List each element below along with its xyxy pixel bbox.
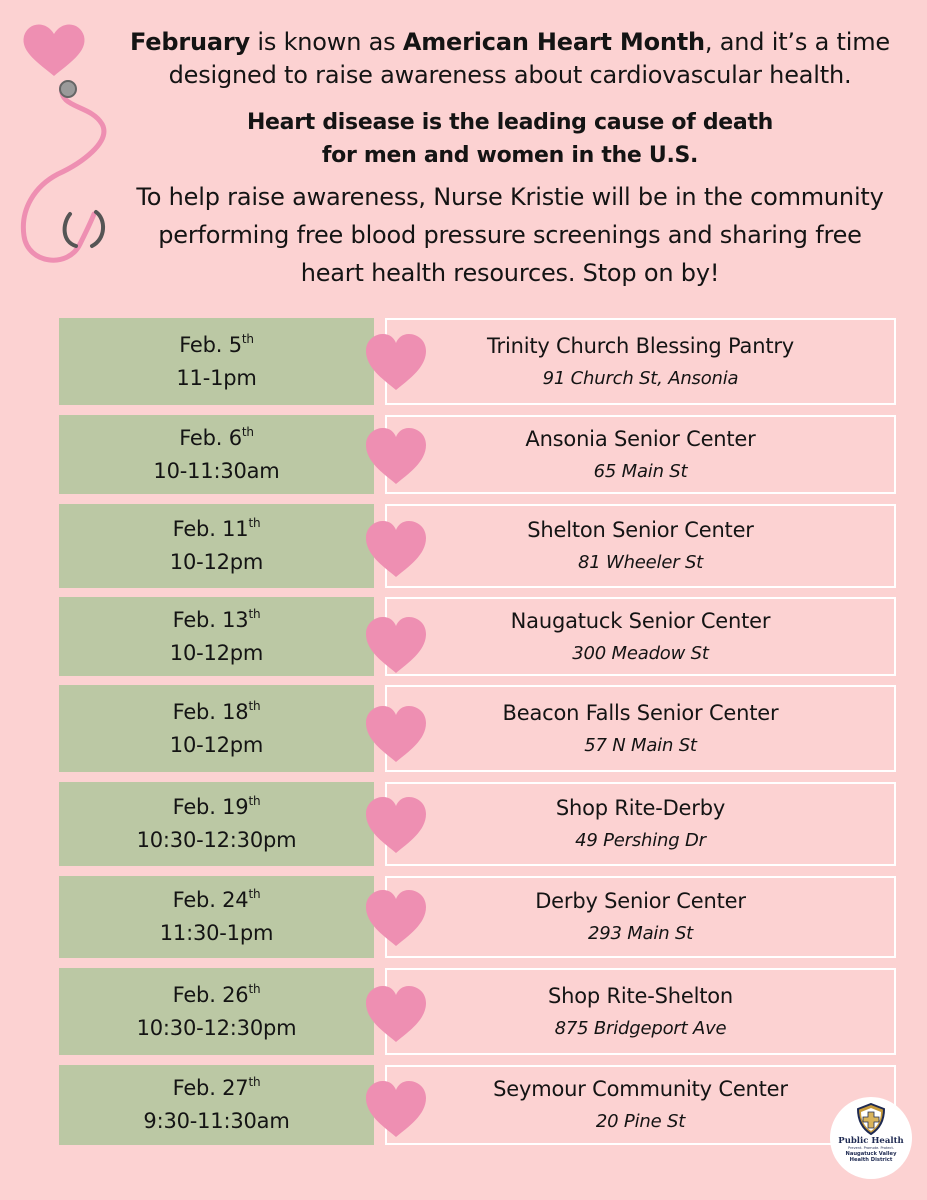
intro-text: February is known as American Heart Month, and it’s a time designed to raise awareness about cardiovascular health. (130, 28, 890, 89)
event-address: 57 N Main St (584, 734, 697, 756)
event-address: 65 Main St (593, 460, 688, 482)
event-row (59, 968, 896, 1055)
event-address: 293 Main St (587, 923, 694, 944)
event-time: 10-12pm (169, 550, 264, 574)
date-box (59, 318, 374, 405)
heart-icon (364, 334, 428, 392)
location-box (385, 685, 896, 772)
heart-icon (364, 890, 428, 948)
event-time: 10-12pm (169, 640, 264, 665)
event-row (59, 504, 896, 588)
heart-icon (364, 617, 428, 675)
heart-icon (364, 986, 428, 1044)
event-venue: Ansonia Senior Center (525, 426, 756, 451)
logo-subtitle: Naugatuck Valley Health District (845, 1151, 897, 1164)
event-address: 20 Pine St (595, 1111, 686, 1132)
logo-title: Public Health (838, 1136, 904, 1146)
public-health-shield-icon (855, 1103, 887, 1135)
event-row (59, 597, 896, 676)
heart-icon (364, 1081, 428, 1139)
date-box (59, 1065, 374, 1145)
date-box (59, 968, 374, 1055)
date-box (59, 415, 374, 494)
event-date: Feb. 26th (172, 981, 261, 1007)
event-venue: Beacon Falls Senior Center (502, 700, 779, 725)
event-date: Feb. 6th (179, 424, 254, 450)
event-address: 91 Church St, Ansonia (542, 367, 739, 389)
event-row (59, 782, 896, 866)
heart-icon (364, 521, 428, 579)
event-row (59, 1065, 896, 1145)
location-box (385, 318, 896, 405)
event-venue: Trinity Church Blessing Pantry (486, 333, 795, 358)
heart-icon (364, 797, 428, 855)
location-box (385, 1065, 896, 1145)
event-date: Feb. 27th (172, 1075, 261, 1100)
event-row (59, 415, 896, 494)
event-date: Feb. 18th (172, 698, 261, 724)
location-box (385, 504, 896, 588)
date-box (59, 504, 374, 588)
location-box (385, 876, 896, 958)
event-date: Feb. 11th (172, 516, 261, 541)
event-time: 10-11:30am (153, 458, 280, 483)
heart-icon (364, 428, 428, 486)
event-address: 49 Pershing Dr (575, 830, 706, 851)
event-address: 875 Bridgeport Ave (554, 1017, 727, 1039)
date-box (59, 597, 374, 676)
event-row (59, 685, 896, 772)
location-box (385, 597, 896, 676)
location-box (385, 782, 896, 866)
logo-tagline: Prevent. Promote. Protect. (848, 1146, 894, 1150)
date-box (59, 876, 374, 958)
event-venue: Shelton Senior Center (527, 518, 754, 542)
event-row (59, 318, 896, 405)
event-date: Feb. 13th (172, 606, 261, 632)
date-box (59, 685, 374, 772)
headline-line-1: Heart disease is the leading cause of death (246, 110, 774, 135)
event-time: 10:30-12:30pm (136, 828, 297, 852)
event-date: Feb. 19th (172, 794, 261, 819)
event-address: 300 Meadow St (572, 642, 709, 664)
heart-icon (364, 706, 428, 764)
event-venue: Shop Rite-Shelton (547, 983, 734, 1008)
event-row (59, 876, 896, 958)
event-time: 11:30-1pm (159, 921, 274, 945)
location-box (385, 968, 896, 1055)
event-time: 11-1pm (176, 365, 257, 390)
event-time: 10-12pm (169, 732, 264, 757)
event-address: 81 Wheeler St (577, 552, 704, 573)
location-box (385, 415, 896, 494)
public-health-logo (830, 1097, 912, 1179)
event-venue: Seymour Community Center (493, 1077, 788, 1101)
event-time: 9:30-11:30am (143, 1109, 290, 1133)
date-box (59, 782, 374, 866)
help-text: To help raise awareness, Nurse Kristie will be in the community performing free blood pressure screenings and sharing free heart health resources. Stop on by! (136, 183, 884, 287)
headline (100, 106, 920, 172)
headline-line-2: for men and women in the U.S. (321, 143, 699, 168)
event-date: Feb. 24th (172, 887, 261, 912)
event-date: Feb. 5th (179, 331, 254, 357)
header (100, 26, 920, 292)
event-venue: Derby Senior Center (535, 889, 746, 913)
event-venue: Naugatuck Senior Center (510, 608, 771, 633)
event-venue: Shop Rite-Derby (555, 796, 726, 820)
event-time: 10:30-12:30pm (136, 1015, 297, 1040)
